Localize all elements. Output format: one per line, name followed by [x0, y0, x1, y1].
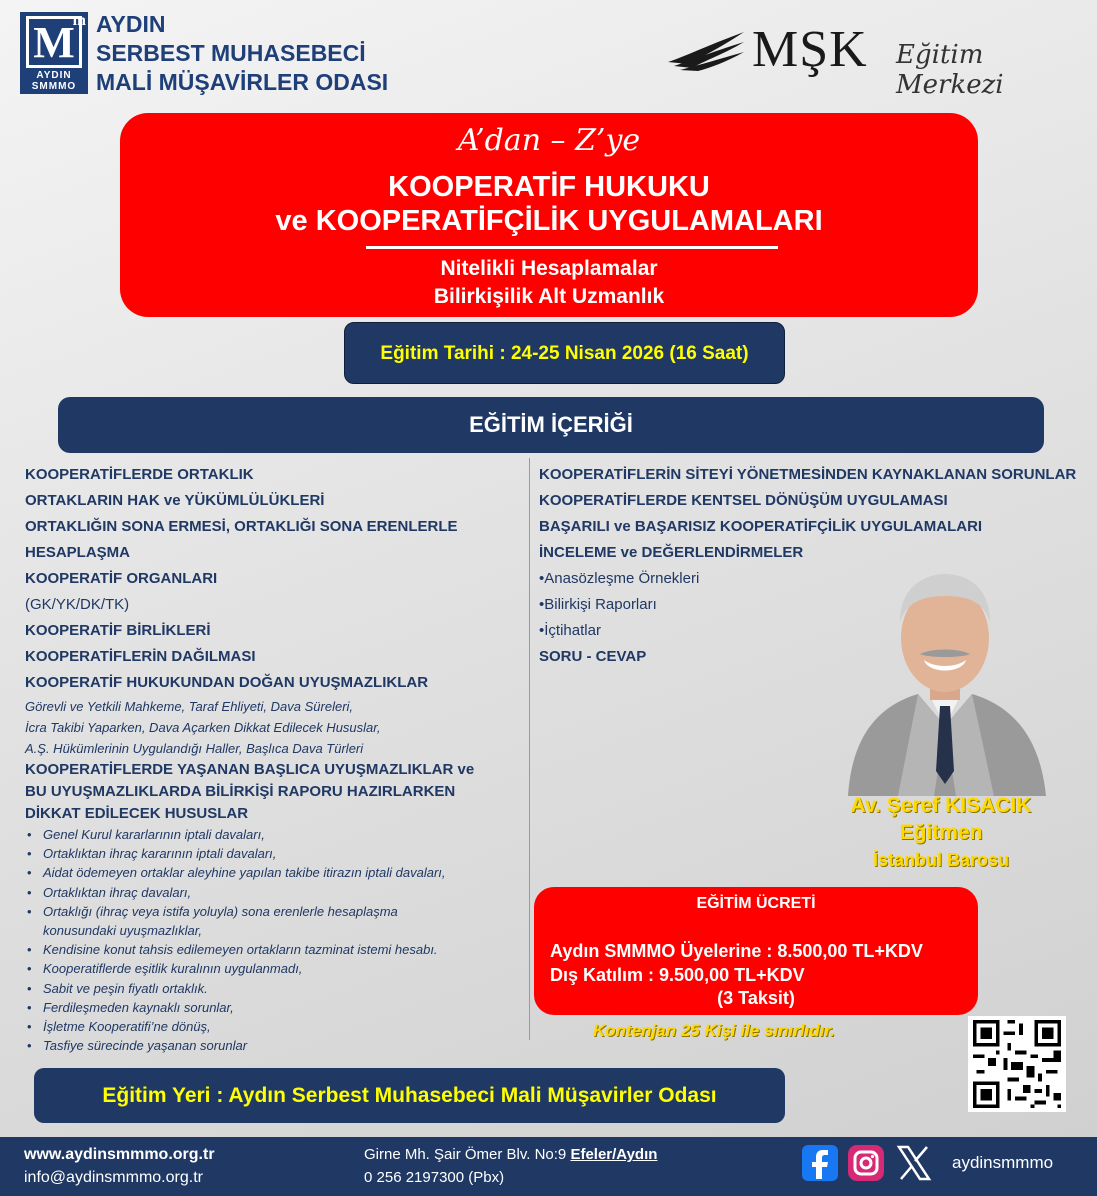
subtitle-line1: Nitelikli Hesaplamalar: [440, 257, 658, 280]
topic-item: ORTAKLARIN HAK ve YÜKÜMLÜLÜKLERİ: [25, 492, 325, 509]
topic-detail: A.Ş. Hükümlerinin Uygulandığı Haller, Başlıca Dava Türleri: [25, 741, 364, 756]
topic-item: İNCELEME ve DEĞERLENDİRMELER: [539, 544, 804, 561]
left-content-column: [25, 462, 474, 1055]
content-heading: EĞİTİM İÇERİĞİ: [58, 397, 1044, 453]
trainer-role: Eğitmen: [899, 821, 983, 844]
topic-note: •Anasözleşme Örnekleri: [539, 570, 700, 587]
title-box: [120, 113, 978, 317]
topic-detail: İcra Takibi Yaparken, Dava Açarken Dikkat Edilecek Hususlar,: [25, 720, 381, 735]
title-line2: ve KOOPERATİFÇİLİK UYGULAMALARI: [275, 205, 823, 237]
list-item-continuation: konusundaki uyuşmazlıklar,: [43, 922, 202, 938]
trainer-bar: İstanbul Barosu: [872, 850, 1010, 870]
org-logo-tag1: AYDIN: [36, 70, 72, 81]
title-script: A’dan – Z’ye: [457, 123, 641, 158]
topic-item: KOOPERATİFLERİN DAĞILMASI: [25, 648, 256, 665]
topic-item: BU UYUŞMAZLIKLARDA BİLİRKİŞİ RAPORU HAZIRLARKEN: [25, 783, 456, 800]
topic-item: KOOPERATİFLERDE YAŞANAN BAŞLICA UYUŞMAZLIKLAR ve: [25, 761, 475, 778]
topic-note: (GK/YK/DK/TK): [25, 596, 130, 613]
topic-note: •İçtihatlar: [539, 622, 601, 639]
topic-detail: Görevli ve Yetkili Mahkeme, Taraf Ehliyeti, Dava Süreleri,: [25, 699, 354, 714]
org-name-line2: SERBEST MUHASEBECİ: [96, 40, 366, 66]
topic-item: KOOPERATİFLERİN SİTEYİ YÖNETMESİNDEN KAYNAKLANAN SORUNLAR: [539, 466, 1077, 483]
footer-phone: 0 256 2197300 (Pbx): [364, 1169, 505, 1186]
list-item: • Aidat ödemeyen ortaklar aleyhine yapılan takibe itirazın iptali davaları,: [25, 863, 474, 882]
org-logo-letter: M: [26, 16, 82, 68]
website-link[interactable]: www.aydinsmmmo.org.tr: [24, 1146, 215, 1163]
trainer-name: Av. Şeref KISACIK: [850, 794, 1032, 817]
list-item: • Sabit ve peşin fiyatlı ortaklık.: [25, 979, 474, 998]
topic-item: KOOPERATİFLERDE KENTSEL DÖNÜŞÜM UYGULAMASI: [539, 492, 948, 509]
book-wing-icon: [666, 28, 746, 72]
org-name-line1: AYDIN: [96, 11, 166, 37]
topic-item: KOOPERATİFLERDE ORTAKLIK: [25, 466, 254, 483]
training-date: Eğitim Tarihi : 24-25 Nisan 2026 (16 Saat): [344, 322, 785, 384]
fee-box: [534, 887, 978, 1015]
list-item: • Tasfiye sürecinde yaşanan sorunlar: [25, 1036, 474, 1055]
topic-item: SORU - CEVAP: [539, 648, 647, 665]
topic-item: KOOPERATİF HUKUKUNDAN DOĞAN UYUŞMAZLIKLAR: [25, 674, 429, 691]
footer: [0, 1137, 1097, 1196]
subtitle-line2: Bilirkişilik Alt Uzmanlık: [433, 285, 665, 308]
facebook-icon[interactable]: [802, 1143, 838, 1183]
quota-note: Kontenjan 25 Kişi ile sınırlıdır.: [593, 1021, 835, 1040]
footer-address: [364, 1146, 657, 1163]
address-text: Girne Mh. Şair Ömer Blv. No:9: [364, 1146, 567, 1163]
partner-subtitle: Eğitim Merkezi: [896, 40, 1004, 100]
list-item: • Ortaklığı (ihraç veya istifa yoluyla) sona erenlerle hesaplaşma: [25, 902, 474, 921]
topic-item: DİKKAT EDİLECEK HUSUSLAR: [25, 805, 249, 822]
org-name: [96, 10, 388, 97]
x-icon[interactable]: [896, 1143, 932, 1183]
partner-title: MŞK: [752, 21, 868, 78]
qr-code[interactable]: [968, 1016, 1066, 1112]
district-link[interactable]: Efeler/Aydın: [570, 1146, 658, 1163]
topic-item: BAŞARILI ve BAŞARISIZ KOOPERATİFÇİLİK UYGULAMALARI: [539, 518, 983, 535]
fee-external: Dış Katılım : 9.500,00 TL+KDV: [550, 965, 805, 985]
column-divider: [529, 458, 530, 1040]
social-handle[interactable]: aydinsmmmo: [952, 1153, 1054, 1172]
topic-note: •Bilirkişi Raporları: [539, 596, 657, 613]
list-item: • İşletme Kooperatifi’ne dönüş,: [25, 1017, 474, 1036]
topic-item: KOOPERATİF BİRLİKLERİ: [25, 622, 211, 639]
title-divider: [366, 246, 778, 249]
fee-installments: (3 Taksit): [717, 988, 795, 1008]
org-name-line3: MALİ MÜŞAVİRLER ODASI: [96, 69, 389, 95]
list-item: • Kooperatiflerde eşitlik kuralının uygulanmadı,: [25, 959, 474, 978]
list-item: • Ortaklıktan ihraç davaları,: [25, 883, 474, 902]
org-logo-sup: m: [72, 12, 86, 29]
list-item: • Kendisine konut tahsis edilemeyen ortakların tazminat istemi hesabı.: [25, 940, 474, 959]
fee-members: Aydın SMMMO Üyelerine : 8.500,00 TL+KDV: [550, 941, 923, 961]
instagram-icon[interactable]: [848, 1143, 884, 1183]
fee-title: EĞİTİM ÜCRETİ: [696, 895, 816, 912]
org-logo-tag2: SMMMO: [31, 81, 77, 92]
list-item: • Ferdileşmeden kaynaklı sorunlar,: [25, 998, 474, 1017]
title-line1: KOOPERATİF HUKUKU: [388, 171, 710, 203]
topic-item: HESAPLAŞMA: [25, 544, 131, 561]
topic-item: ORTAKLIĞIN SONA ERMESİ, ORTAKLIĞI SONA ERENLERLE: [25, 518, 458, 535]
trainer-photo: [838, 556, 1052, 796]
list-item: • Genel Kurul kararlarının iptali davaları,: [25, 825, 474, 844]
topic-item: KOOPERATİF ORGANLARI: [25, 570, 218, 587]
org-logo: [20, 12, 88, 94]
venue: Eğitim Yeri : Aydın Serbest Muhasebeci Mali Müşavirler Odası: [34, 1068, 785, 1123]
dispute-list: [25, 825, 474, 1055]
email-link[interactable]: info@aydinsmmmo.org.tr: [24, 1169, 203, 1186]
list-item: • Ortaklıktan ihraç kararının iptali davaları,: [25, 844, 474, 863]
